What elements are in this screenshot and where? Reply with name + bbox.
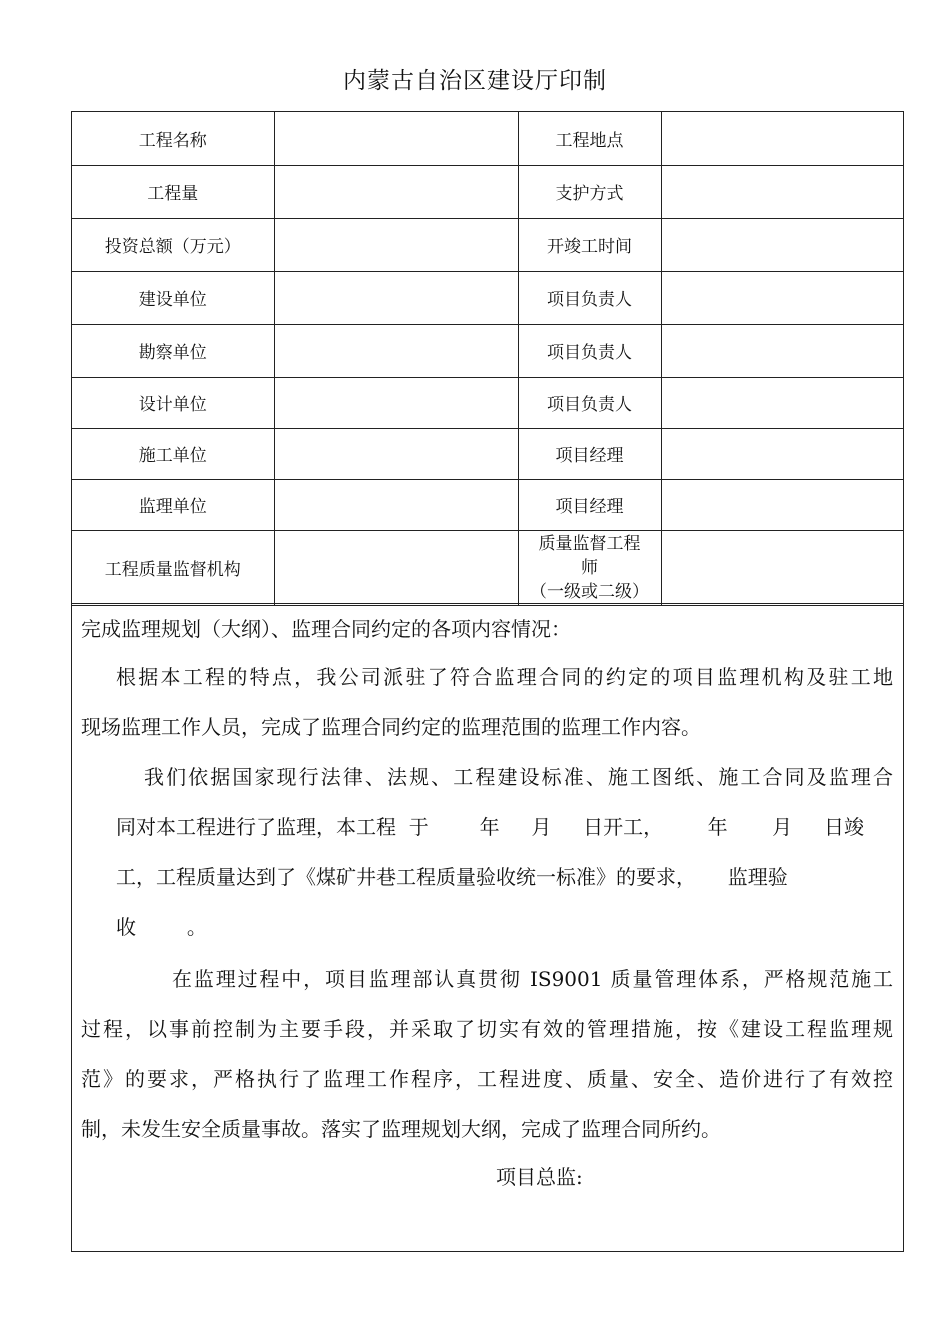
paragraph-1-line-2: 现场监理工作人员，完成了监理合同约定的监理范围的监理工作内容。 xyxy=(81,715,701,739)
row-value-secondary[interactable] xyxy=(661,112,903,165)
row-value-secondary[interactable] xyxy=(661,271,903,324)
paragraph-3-line-2: 过程，以事前控制为主要手段，并采取了切实有效的管理措施，按《建设工程监理规 xyxy=(81,1017,893,1041)
chief-supervisor-signature-label: 项目总监: xyxy=(496,1165,583,1189)
row-value[interactable] xyxy=(274,428,518,479)
row-label-secondary: 项目经理 xyxy=(518,479,661,530)
table-row xyxy=(72,165,903,218)
page-title: 内蒙古自治区建设厅印制 xyxy=(343,68,607,94)
row-label-secondary: 支护方式 xyxy=(518,165,661,218)
row-label-secondary: 工程地点 xyxy=(518,112,661,165)
row-value[interactable] xyxy=(274,377,518,428)
row-label: 监理单位 xyxy=(72,479,274,530)
row-label-secondary: 项目经理 xyxy=(518,428,661,479)
row-label: 工程量 xyxy=(72,165,274,218)
row-value-secondary[interactable] xyxy=(661,428,903,479)
row-value[interactable] xyxy=(274,112,518,165)
table-row xyxy=(72,428,903,479)
table-row xyxy=(72,324,903,377)
row-label-secondary: 项目负责人 xyxy=(518,324,661,377)
row-value[interactable] xyxy=(274,271,518,324)
label-quality-engineer xyxy=(518,530,661,605)
paragraph-2-line-4: 收 。 xyxy=(116,915,207,939)
section-heading: 完成监理规划（大纲）、监理合同约定的各项内容情况： xyxy=(81,617,571,641)
row-label: 投资总额（万元） xyxy=(72,218,274,271)
label-quality-agency: 工程质量监督机构 xyxy=(72,530,274,605)
label-quality-engineer-line3: （一级或二级） xyxy=(530,581,649,602)
row-label: 施工单位 xyxy=(72,428,274,479)
row-label-secondary: 项目负责人 xyxy=(518,271,661,324)
supervision-form xyxy=(71,111,904,1252)
table-row-quality-agency xyxy=(72,530,903,605)
paragraph-3-line-3: 范》的要求，严格执行了监理工作程序，工程进度、质量、安全、造价进行了有效控 xyxy=(81,1067,893,1091)
row-value-secondary[interactable] xyxy=(661,165,903,218)
row-value-secondary[interactable] xyxy=(661,377,903,428)
paragraph-3-line-1: 在监理过程中，项目监理部认真贯彻 IS9001 质量管理体系，严格规范施工 xyxy=(172,967,893,991)
project-info-table xyxy=(72,112,903,606)
row-label-secondary: 项目负责人 xyxy=(518,377,661,428)
table-row xyxy=(72,271,903,324)
table-row xyxy=(72,377,903,428)
paragraph-2-line-3: 工，工程质量达到了《煤矿井巷工程质量验收统一标准》的要求， 监理验 xyxy=(116,865,788,889)
value-quality-agency[interactable] xyxy=(274,530,518,605)
row-value[interactable] xyxy=(274,324,518,377)
row-value-secondary[interactable] xyxy=(661,479,903,530)
label-quality-engineer-line2: 师 xyxy=(581,557,598,578)
row-value-secondary[interactable] xyxy=(661,218,903,271)
row-value[interactable] xyxy=(274,479,518,530)
completion-section xyxy=(72,603,903,1251)
paragraph-2-line-2: 同对本工程进行了监理，本工程 于 年 月 日开工， 年 月 日竣 xyxy=(116,815,864,839)
row-label: 勘察单位 xyxy=(72,324,274,377)
row-value[interactable] xyxy=(274,165,518,218)
row-value-secondary[interactable] xyxy=(661,324,903,377)
label-quality-engineer-line1: 质量监督工程 xyxy=(538,533,641,554)
row-label: 工程名称 xyxy=(72,112,274,165)
row-label: 设计单位 xyxy=(72,377,274,428)
table-row xyxy=(72,479,903,530)
table-row xyxy=(72,218,903,271)
paragraph-1-line-1: 根据本工程的特点，我公司派驻了符合监理合同的约定的项目监理机构及驻工地 xyxy=(116,665,893,689)
value-quality-engineer[interactable] xyxy=(661,530,903,605)
row-label: 建设单位 xyxy=(72,271,274,324)
row-label-secondary: 开竣工时间 xyxy=(518,218,661,271)
paragraph-2-line-1: 我们依据国家现行法律、法规、工程建设标准、施工图纸、施工合同及监理合 xyxy=(144,765,893,789)
row-value[interactable] xyxy=(274,218,518,271)
paragraph-3-line-4: 制，未发生安全质量事故。落实了监理规划大纲，完成了监理合同所约。 xyxy=(81,1117,721,1141)
table-row xyxy=(72,112,903,165)
